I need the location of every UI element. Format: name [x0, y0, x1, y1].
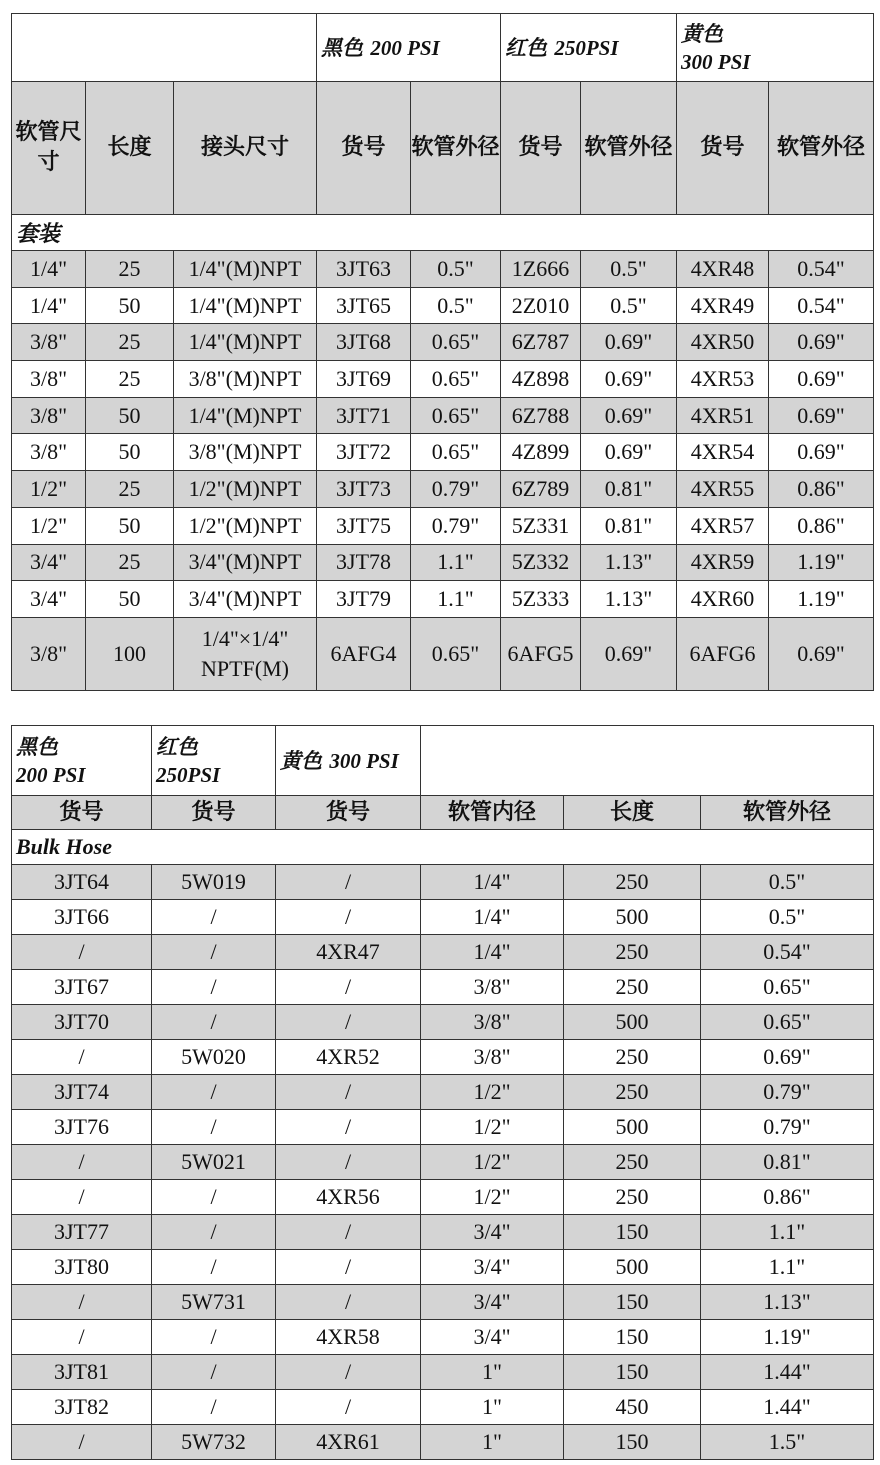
col-part-no-red: 货号	[152, 796, 276, 830]
cell: 0.69"	[581, 617, 677, 690]
cell: 3/4"	[421, 1320, 564, 1355]
cell: 1/2"(M)NPT	[174, 471, 317, 508]
cell: 0.69"	[581, 434, 677, 471]
cell: 0.65"	[411, 434, 501, 471]
cell: 3JT73	[317, 471, 411, 508]
cell: /	[152, 970, 276, 1005]
cell: 5W732	[152, 1425, 276, 1460]
cell: 0.65"	[411, 397, 501, 434]
cell: 1.13"	[581, 581, 677, 618]
table-row	[12, 1390, 874, 1425]
cell: 0.65"	[701, 970, 874, 1005]
cell: 4XR52	[276, 1040, 421, 1075]
blank-header-cell	[421, 726, 874, 796]
col-hose-size: 软管尺寸	[12, 82, 86, 215]
cell: 5Z331	[501, 507, 581, 544]
col-inner-diameter: 软管内径	[421, 796, 564, 830]
cell: 6AFG4	[317, 617, 411, 690]
table-row	[12, 935, 874, 970]
cell: 50	[86, 581, 174, 618]
col-od-red: 软管外径	[581, 82, 677, 215]
table-row	[12, 361, 874, 398]
cell: 0.86"	[701, 1180, 874, 1215]
cell: 4Z898	[501, 361, 581, 398]
column-header-row	[12, 82, 874, 215]
cell: /	[276, 1355, 421, 1390]
cell: 0.79"	[411, 507, 501, 544]
cell: 4XR57	[677, 507, 769, 544]
cell: 0.79"	[701, 1110, 874, 1145]
cell: 3JT70	[12, 1005, 152, 1040]
cell: 3/8"	[12, 617, 86, 690]
cell: 3JT75	[317, 507, 411, 544]
cell: 1/4"(M)NPT	[174, 324, 317, 361]
col-fitting-size: 接头尺寸	[174, 82, 317, 215]
cell: 1/4"	[421, 865, 564, 900]
cell: 0.5"	[701, 900, 874, 935]
cell: 0.5"	[581, 251, 677, 288]
cell: 1/4"	[421, 935, 564, 970]
cell: 450	[564, 1390, 701, 1425]
cell: 3/8"	[12, 324, 86, 361]
cell: 0.69"	[581, 397, 677, 434]
cell: 50	[86, 397, 174, 434]
cell: 6Z788	[501, 397, 581, 434]
cell: 3/8"	[421, 970, 564, 1005]
red-group-header: 红色 250PSI	[501, 14, 677, 82]
cell: 250	[564, 1145, 701, 1180]
cell: 5W020	[152, 1040, 276, 1075]
cell: 1.44"	[701, 1390, 874, 1425]
cell: 5Z333	[501, 581, 581, 618]
cell: 100	[86, 617, 174, 690]
cell: 0.81"	[581, 471, 677, 508]
cell: 50	[86, 507, 174, 544]
cell: 3/8"	[12, 434, 86, 471]
cell: 4XR48	[677, 251, 769, 288]
cell: 25	[86, 361, 174, 398]
cell: 0.81"	[581, 507, 677, 544]
cell: /	[276, 1145, 421, 1180]
group-header-row	[12, 14, 874, 82]
cell: 3/8"(M)NPT	[174, 434, 317, 471]
cell: 3JT72	[317, 434, 411, 471]
cell: 4XR55	[677, 471, 769, 508]
cell: 0.54"	[769, 251, 874, 288]
table-row	[12, 1250, 874, 1285]
cell: /	[152, 1005, 276, 1040]
cell: 3/4"	[421, 1285, 564, 1320]
cell: 0.65"	[411, 324, 501, 361]
cell: 1.13"	[701, 1285, 874, 1320]
cell: /	[152, 900, 276, 935]
table-row	[12, 1145, 874, 1180]
table-row	[12, 1110, 874, 1145]
table-row	[12, 1425, 874, 1460]
cell: 0.69"	[769, 361, 874, 398]
cell: /	[152, 1180, 276, 1215]
cell: 25	[86, 324, 174, 361]
cell: 6AFG5	[501, 617, 581, 690]
cell: /	[276, 1110, 421, 1145]
cell: 4XR56	[276, 1180, 421, 1215]
cell: 3JT79	[317, 581, 411, 618]
cell: 1"	[421, 1390, 564, 1425]
black-group-header: 黑色 200 PSI	[317, 14, 501, 82]
cell: 3JT63	[317, 251, 411, 288]
cell: 0.86"	[769, 471, 874, 508]
cell: 150	[564, 1320, 701, 1355]
col-length: 长度	[564, 796, 701, 830]
cell: 0.54"	[701, 935, 874, 970]
cell: 500	[564, 1250, 701, 1285]
table-row	[12, 865, 874, 900]
cell: /	[276, 970, 421, 1005]
col-part-no-yellow: 货号	[276, 796, 421, 830]
cell: 5W021	[152, 1145, 276, 1180]
yellow-group-header: 黄色 300 PSI	[276, 726, 421, 796]
group-header-row	[12, 726, 874, 796]
cell: /	[12, 1285, 152, 1320]
table-row	[12, 471, 874, 508]
table-row	[12, 970, 874, 1005]
cell: 250	[564, 1040, 701, 1075]
table-row	[12, 581, 874, 618]
cell: 0.5"	[581, 287, 677, 324]
table-row	[12, 1285, 874, 1320]
cell: /	[276, 1075, 421, 1110]
cell: /	[12, 1040, 152, 1075]
col-part-no-black: 货号	[317, 82, 411, 215]
cell: 4XR59	[677, 544, 769, 581]
cell: /	[12, 935, 152, 970]
cell: /	[276, 1390, 421, 1425]
cell: /	[152, 1390, 276, 1425]
cell: 3JT64	[12, 865, 152, 900]
table-row	[12, 1215, 874, 1250]
cell: /	[152, 1110, 276, 1145]
cell: 0.69"	[581, 324, 677, 361]
cell: 500	[564, 900, 701, 935]
cell: 1.1"	[411, 544, 501, 581]
cell: 3/4"	[12, 581, 86, 618]
cell: 1.19"	[769, 544, 874, 581]
cell: 1/4"	[12, 251, 86, 288]
cell: 500	[564, 1110, 701, 1145]
cell: 250	[564, 1180, 701, 1215]
cell: 0.69"	[769, 324, 874, 361]
table-row	[12, 434, 874, 471]
cell: 4XR58	[276, 1320, 421, 1355]
section-label: 套装	[12, 215, 874, 251]
cell: 4XR54	[677, 434, 769, 471]
table-row	[12, 397, 874, 434]
cell: 6Z789	[501, 471, 581, 508]
cell: 3JT65	[317, 287, 411, 324]
black-group-header: 黑色 200 PSI	[12, 726, 152, 796]
cell: /	[12, 1425, 152, 1460]
cell: /	[276, 1285, 421, 1320]
table-row	[12, 324, 874, 361]
cell: /	[276, 900, 421, 935]
cell: /	[276, 1215, 421, 1250]
cell: 3JT81	[12, 1355, 152, 1390]
cell: 1.44"	[701, 1355, 874, 1390]
cell: 3JT66	[12, 900, 152, 935]
cell: 3/4"	[421, 1215, 564, 1250]
cell: 4XR53	[677, 361, 769, 398]
cell: 50	[86, 287, 174, 324]
cell: 3/4"	[12, 544, 86, 581]
table-row	[12, 1320, 874, 1355]
cell: 3/8"	[421, 1040, 564, 1075]
cell: 1/4"(M)NPT	[174, 397, 317, 434]
col-od-black: 软管外径	[411, 82, 501, 215]
table-row	[12, 507, 874, 544]
section-row	[12, 215, 874, 251]
cell: 1/2"	[421, 1075, 564, 1110]
cell: 3JT77	[12, 1215, 152, 1250]
cell: 1.19"	[701, 1320, 874, 1355]
cell: 1/2"	[421, 1180, 564, 1215]
cell: 1.13"	[581, 544, 677, 581]
table-row	[12, 1040, 874, 1075]
cell: 3JT80	[12, 1250, 152, 1285]
cell: 0.54"	[769, 287, 874, 324]
table-row	[12, 544, 874, 581]
cell: 25	[86, 471, 174, 508]
red-group-header: 红色 250PSI	[152, 726, 276, 796]
cell: 1.1"	[701, 1250, 874, 1285]
cell: 4XR47	[276, 935, 421, 970]
table-row	[12, 617, 874, 690]
cell: 3/8"(M)NPT	[174, 361, 317, 398]
cell: 1/2"	[421, 1145, 564, 1180]
cell: 1/4"(M)NPT	[174, 251, 317, 288]
cell: /	[152, 935, 276, 970]
cell: 4XR50	[677, 324, 769, 361]
cell: 0.86"	[769, 507, 874, 544]
cell: 150	[564, 1355, 701, 1390]
cell: 150	[564, 1425, 701, 1460]
cell: 3JT76	[12, 1110, 152, 1145]
hose-kit-table	[11, 13, 874, 691]
cell: 1.1"	[701, 1215, 874, 1250]
cell: 0.79"	[701, 1075, 874, 1110]
cell: 0.69"	[701, 1040, 874, 1075]
table-row	[12, 900, 874, 935]
cell: 3JT67	[12, 970, 152, 1005]
cell: 4Z899	[501, 434, 581, 471]
cell: 500	[564, 1005, 701, 1040]
cell: 1"	[421, 1425, 564, 1460]
yellow-group-header: 黄色 300 PSI	[677, 14, 874, 82]
cell: 3/4"	[421, 1250, 564, 1285]
col-part-no-black: 货号	[12, 796, 152, 830]
table-row	[12, 287, 874, 324]
cell: 3JT74	[12, 1075, 152, 1110]
cell: /	[152, 1355, 276, 1390]
cell: 1/4"×1/4" NPTF(M)	[174, 617, 317, 690]
table-row	[12, 1180, 874, 1215]
cell: 1/2"	[12, 471, 86, 508]
cell: 0.65"	[411, 617, 501, 690]
cell: 50	[86, 434, 174, 471]
cell: 250	[564, 935, 701, 970]
cell: 0.5"	[701, 865, 874, 900]
cell: /	[152, 1250, 276, 1285]
table-row	[12, 1075, 874, 1110]
cell: 0.65"	[411, 361, 501, 398]
cell: 4XR61	[276, 1425, 421, 1460]
table-row	[12, 1005, 874, 1040]
cell: 1/4"	[421, 900, 564, 935]
cell: 5W731	[152, 1285, 276, 1320]
blank-header-cell	[12, 14, 317, 82]
cell: 4XR60	[677, 581, 769, 618]
cell: 3/4"(M)NPT	[174, 581, 317, 618]
cell: /	[152, 1215, 276, 1250]
cell: 1/4"(M)NPT	[174, 287, 317, 324]
cell: /	[12, 1145, 152, 1180]
cell: 0.69"	[769, 397, 874, 434]
col-od-yellow: 软管外径	[769, 82, 874, 215]
cell: 6Z787	[501, 324, 581, 361]
cell: 0.81"	[701, 1145, 874, 1180]
table-row	[12, 251, 874, 288]
cell: 3JT68	[317, 324, 411, 361]
cell: 25	[86, 544, 174, 581]
cell: /	[276, 1005, 421, 1040]
cell: 0.5"	[411, 251, 501, 288]
bulk-rows	[12, 865, 874, 1460]
cell: 1/2"	[12, 507, 86, 544]
cell: /	[152, 1075, 276, 1110]
cell: 0.69"	[769, 434, 874, 471]
cell: 1.19"	[769, 581, 874, 618]
section-label: Bulk Hose	[12, 830, 874, 865]
cell: 2Z010	[501, 287, 581, 324]
cell: 150	[564, 1215, 701, 1250]
cell: 3/8"	[421, 1005, 564, 1040]
cell: 1Z666	[501, 251, 581, 288]
table-row	[12, 1355, 874, 1390]
cell: 3JT69	[317, 361, 411, 398]
cell: 0.5"	[411, 287, 501, 324]
cell: 1.5"	[701, 1425, 874, 1460]
cell: 3/8"	[12, 361, 86, 398]
cell: 4XR51	[677, 397, 769, 434]
cell: 0.69"	[769, 617, 874, 690]
col-part-no-red: 货号	[501, 82, 581, 215]
cell: 150	[564, 1285, 701, 1320]
cell: 1"	[421, 1355, 564, 1390]
cell: /	[276, 865, 421, 900]
cell: 3JT82	[12, 1390, 152, 1425]
cell: 3JT78	[317, 544, 411, 581]
cell: /	[152, 1320, 276, 1355]
cell: 250	[564, 1075, 701, 1110]
cell: 1/4"	[12, 287, 86, 324]
cell: 3JT71	[317, 397, 411, 434]
cell: 5W019	[152, 865, 276, 900]
cell: 0.65"	[701, 1005, 874, 1040]
cell: 1/2"	[421, 1110, 564, 1145]
cell: 1/2"(M)NPT	[174, 507, 317, 544]
cell: 6AFG6	[677, 617, 769, 690]
cell: 4XR49	[677, 287, 769, 324]
cell: 3/4"(M)NPT	[174, 544, 317, 581]
cell: /	[12, 1320, 152, 1355]
col-outer-diameter: 软管外径	[701, 796, 874, 830]
section-row	[12, 830, 874, 865]
cell: 250	[564, 865, 701, 900]
col-length: 长度	[86, 82, 174, 215]
cell: /	[12, 1180, 152, 1215]
cell: 250	[564, 970, 701, 1005]
bulk-hose-table	[11, 725, 874, 1460]
cell: 0.79"	[411, 471, 501, 508]
kit-rows	[12, 251, 874, 618]
cell: 3/8"	[12, 397, 86, 434]
col-part-no-yellow: 货号	[677, 82, 769, 215]
cell: 25	[86, 251, 174, 288]
cell: 0.69"	[581, 361, 677, 398]
cell: 1.1"	[411, 581, 501, 618]
column-header-row	[12, 796, 874, 830]
cell: 5Z332	[501, 544, 581, 581]
cell: /	[276, 1250, 421, 1285]
